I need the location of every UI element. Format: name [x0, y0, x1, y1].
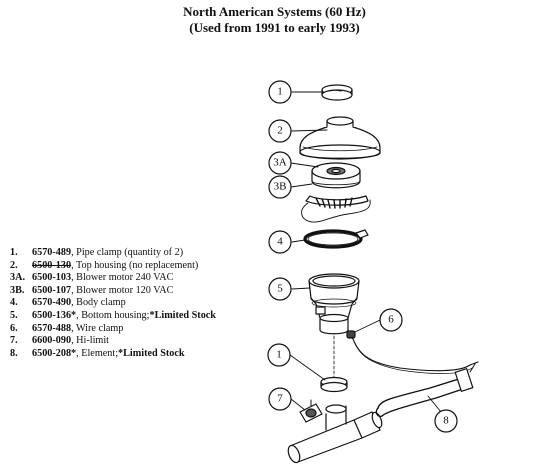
part-description: , Hi-limit — [71, 335, 109, 347]
body-clamp — [305, 230, 368, 247]
callout-leaders — [290, 92, 441, 412]
callout-3b — [269, 176, 291, 198]
callout-3a — [269, 152, 291, 174]
part-description: , Blower motor 120 VAC — [71, 284, 174, 296]
callout-label: 1 — [276, 348, 282, 361]
part-description: , Top housing (no replacement) — [71, 259, 199, 271]
callout-label: 2 — [277, 124, 283, 137]
pipe-clamp-top — [322, 85, 352, 100]
part-description: , Blower motor 240 VAC — [71, 272, 174, 284]
item-number: 4. — [10, 297, 18, 309]
callout-1-top — [269, 81, 291, 103]
hi-limit-switch — [300, 400, 322, 422]
part-description: , Wire clamp — [71, 322, 124, 334]
callout-7 — [269, 388, 291, 410]
top-housing — [300, 117, 380, 159]
part-number: 6500-208* — [32, 347, 77, 359]
item-number: 2. — [10, 259, 18, 271]
heater-element — [376, 364, 475, 416]
part-number: 6570-490 — [32, 297, 72, 309]
callout-label: 4 — [277, 235, 283, 248]
callout-label: 5 — [277, 282, 283, 295]
item-number: 7. — [10, 335, 18, 347]
wire-clamp — [347, 331, 478, 374]
part-number: 6570-488 — [32, 322, 72, 334]
callout-label: 7 — [277, 392, 283, 405]
callout-label: 6 — [388, 313, 394, 326]
part-description: , Bottom housing; — [76, 309, 150, 321]
item-number: 3B. — [10, 284, 25, 296]
item-number: 8. — [10, 347, 18, 359]
part-number: 6600-090 — [32, 335, 72, 347]
title-line-2: (Used from 1991 to early 1993) — [189, 20, 360, 35]
part-number: 6570-489 — [32, 247, 72, 258]
part-number: 6500-103 — [32, 272, 72, 284]
item-number: 1. — [10, 247, 18, 258]
callout-2 — [269, 120, 291, 142]
item-number: 3A. — [10, 272, 25, 284]
item-number: 6. — [10, 322, 18, 334]
limited-stock-note: *Limited Stock — [149, 309, 216, 321]
part-number-discontinued: 6500-130 — [32, 259, 72, 271]
limited-stock-note: *Limited Stock — [118, 347, 185, 359]
part-description: , Pipe clamp (quantity of 2) — [71, 247, 184, 258]
bottom-housing — [309, 274, 359, 334]
blower-motor — [302, 163, 371, 222]
callout-label: 1 — [277, 85, 283, 98]
callout-8 — [435, 410, 457, 432]
callout-1-bottom — [268, 344, 290, 366]
part-description: , Body clamp — [71, 297, 126, 309]
callout-4 — [269, 231, 291, 253]
callout-label: 8 — [443, 414, 449, 427]
item-number: 5. — [10, 309, 18, 321]
title-line-1: North American Systems (60 Hz) — [183, 4, 366, 19]
callout-label: 3B — [273, 180, 287, 193]
part-number: 6500-136* — [32, 309, 77, 321]
part-number: 6500-107 — [32, 284, 72, 296]
part-description: , Element; — [76, 347, 119, 359]
callout-5 — [269, 278, 291, 300]
callout-label: 3A — [273, 156, 287, 169]
callout-6 — [380, 309, 402, 331]
